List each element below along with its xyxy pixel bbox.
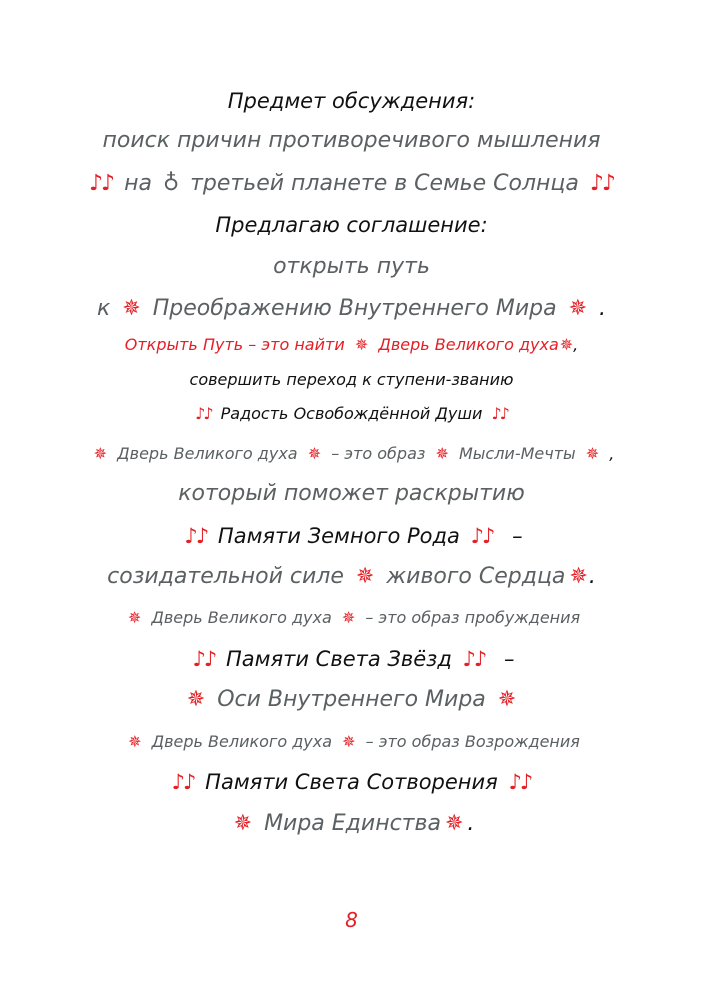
music-notes-icon: ♪♪ [508, 770, 532, 794]
creative-force-line [0, 565, 703, 589]
door-thought-dream: Мысли-Мечты [458, 444, 576, 463]
star-icon: ✵ [127, 608, 142, 627]
creative-force-heart: живого Сердца [386, 564, 566, 589]
music-notes-icon: ♪♪ [89, 171, 114, 196]
open-path-text: открыть путь [273, 254, 430, 279]
earth-memory-line [0, 525, 703, 548]
planet-line-text: третьей планете в Семье Солнца [190, 171, 579, 196]
transformation-text: Преображению Внутреннего Мира [152, 296, 557, 321]
door-revival-line [0, 733, 703, 751]
star-icon: ✵ [341, 608, 356, 627]
door-find-text: Открыть Путь – это найти [124, 335, 345, 354]
heading-subject [0, 90, 703, 113]
heading-agreement-text: Предлагаю соглашение: [215, 213, 488, 237]
transformation-prefix: к [96, 296, 111, 321]
star-light-memory-text: Памяти Света Звёзд [225, 647, 452, 671]
door-thought-door: Дверь Великого духа [117, 444, 298, 463]
star-light-memory-line [0, 648, 703, 671]
subject-line [0, 129, 703, 153]
transition-line [0, 371, 703, 389]
transformation-line [0, 297, 703, 321]
music-notes-icon: ♪♪ [171, 770, 195, 794]
door-thought-comma: , [609, 444, 615, 463]
joy-text: Радость Освобождённой Души [220, 404, 483, 423]
star-icon: ✵ [342, 732, 356, 751]
door-find-comma: , [573, 335, 579, 354]
heading-agreement [0, 214, 703, 237]
unity-period: . [467, 811, 475, 836]
door-awakening-text: – это образ пробуждения [365, 608, 581, 627]
earth-memory-dash: – [512, 524, 523, 548]
star-icon: ✵ [354, 335, 369, 354]
door-find-line [0, 336, 703, 354]
open-path-line [0, 255, 703, 279]
star-icon: ✵ [186, 687, 206, 712]
joy-line [0, 405, 703, 423]
star-light-memory-dash: – [504, 647, 515, 671]
planet-line-prefix: на [124, 171, 152, 196]
star-icon: ✵ [355, 564, 375, 589]
music-notes-icon: ♪♪ [184, 524, 208, 548]
creation-memory-text: Памяти Света Сотворения [205, 770, 498, 794]
unity-line [0, 812, 703, 836]
which-helps-text: который поможет раскрытию [178, 481, 525, 506]
creation-memory-line [0, 771, 703, 794]
star-icon: ✵ [444, 811, 464, 836]
transition-text: совершить переход к ступени-званию [189, 370, 514, 389]
earth-symbol-icon: ♁ [162, 171, 180, 196]
transformation-period: . [599, 296, 607, 321]
music-notes-icon: ♪♪ [462, 647, 486, 671]
music-notes-icon: ♪♪ [491, 404, 508, 423]
music-notes-icon: ♪♪ [192, 647, 216, 671]
unity-text: Мира Единства [264, 811, 441, 836]
star-icon: ✵ [233, 811, 253, 836]
star-icon: ✵ [122, 296, 141, 321]
star-icon: ✵ [497, 687, 517, 712]
door-find-door: Дверь Великого духа [378, 335, 559, 354]
star-icon: ✵ [435, 444, 449, 463]
inner-axis-line [0, 688, 703, 712]
music-notes-icon: ♪♪ [470, 524, 494, 548]
door-thought-line [0, 445, 703, 463]
star-icon: ✵ [559, 335, 574, 354]
star-icon: ✵ [585, 444, 600, 463]
door-awakening-door: Дверь Великого духа [151, 608, 332, 627]
music-notes-icon: ♪♪ [195, 404, 212, 423]
planet-line [0, 172, 703, 196]
earth-memory-text: Памяти Земного Рода [217, 524, 460, 548]
star-icon: ✵ [128, 732, 142, 751]
inner-axis-text: Оси Внутреннего Мира [217, 687, 486, 712]
which-helps-line [0, 482, 703, 506]
music-notes-icon: ♪♪ [589, 171, 614, 196]
page-number: 8 [345, 908, 358, 932]
door-awakening-line [0, 609, 703, 627]
heading-subject-text: Предмет обсуждения: [227, 89, 476, 113]
subject-line-text: поиск причин противоречивого мышления [102, 128, 601, 153]
door-revival-door: Дверь Великого духа [151, 732, 333, 751]
door-revival-text: – это образ Возрождения [365, 732, 580, 751]
star-icon: ✵ [93, 444, 108, 463]
star-icon: ✵ [568, 296, 588, 321]
creative-force-text: созидательной силе [107, 564, 344, 589]
creative-force-period: . [588, 564, 596, 589]
star-icon: ✵ [569, 564, 588, 589]
star-icon: ✵ [307, 444, 322, 463]
door-thought-is: – это образ [331, 444, 426, 463]
